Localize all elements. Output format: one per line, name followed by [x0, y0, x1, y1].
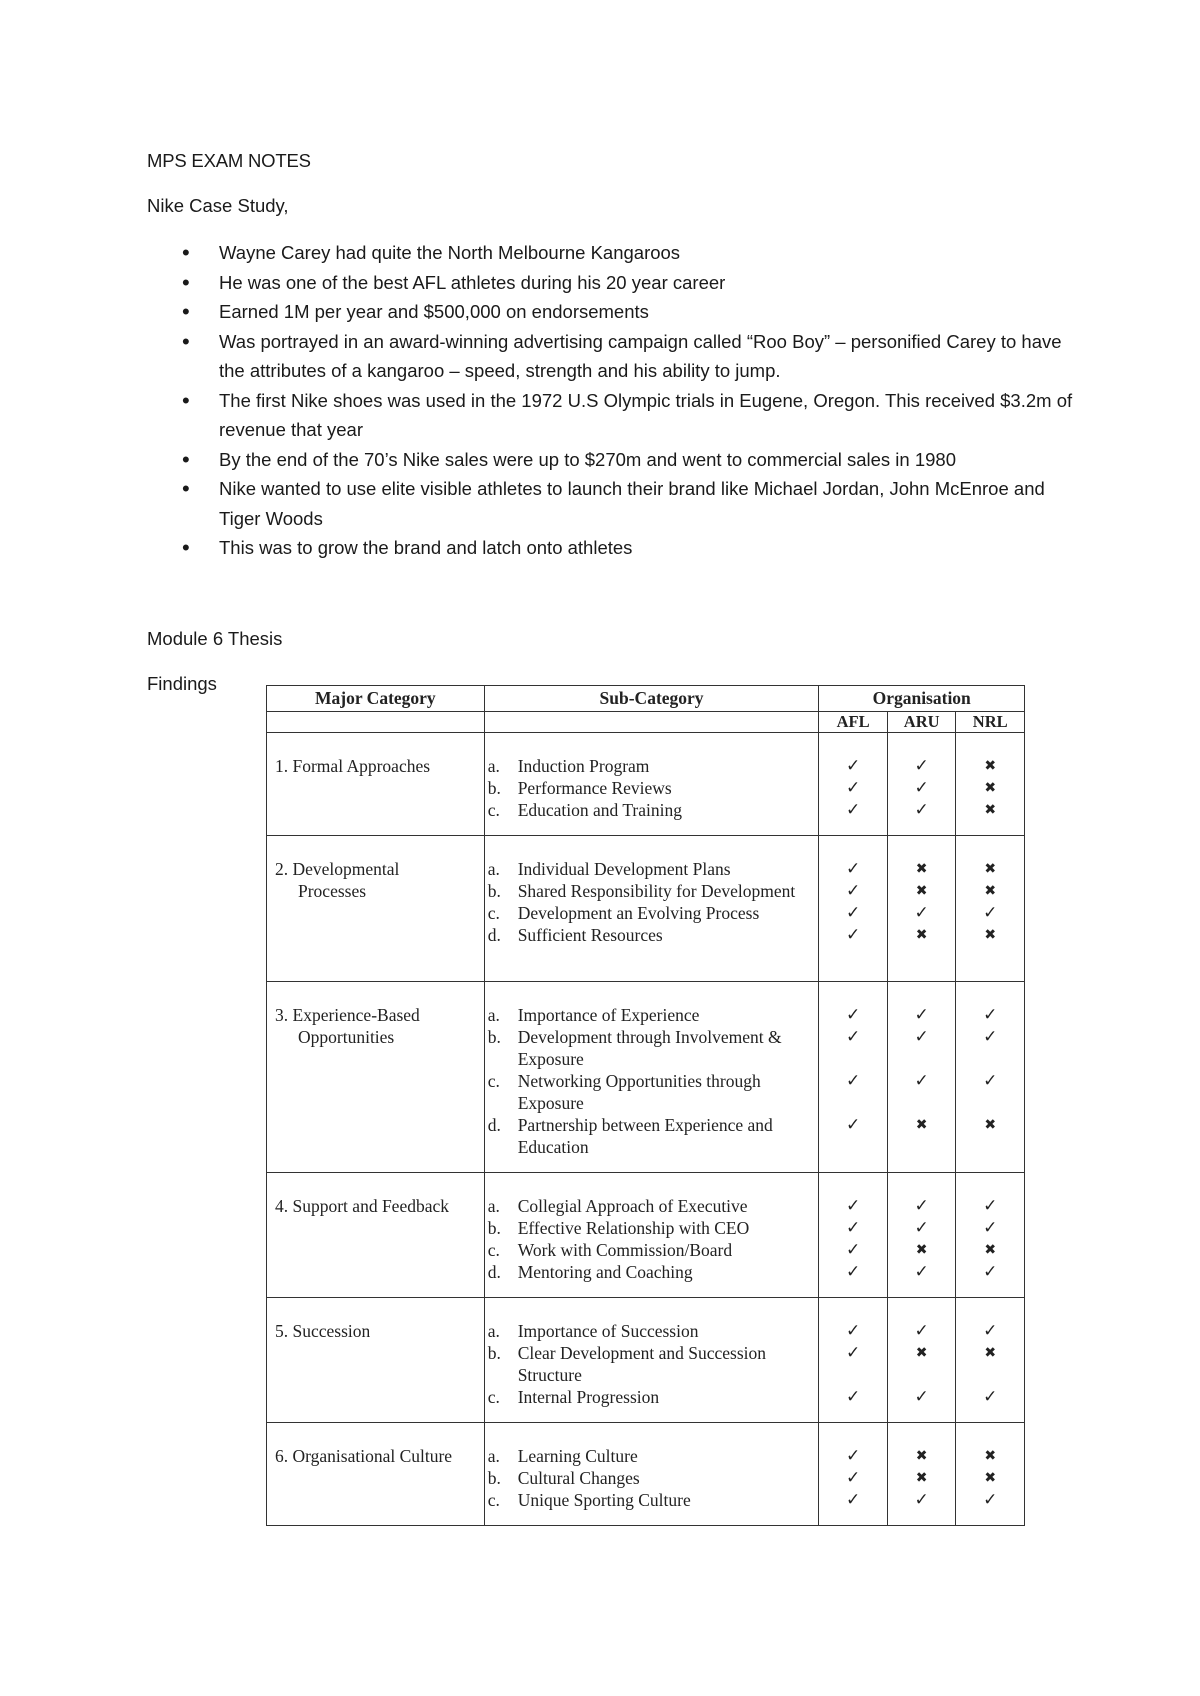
item-letter: c.	[487, 903, 500, 923]
check-icon: ✓	[983, 1027, 998, 1047]
org-mark-cell	[819, 733, 888, 836]
bullet-list	[147, 238, 1087, 563]
list-item	[488, 1445, 815, 1467]
cross-icon: ✖	[984, 1117, 997, 1133]
check-icon: ✓	[983, 1262, 998, 1282]
org-mark-cell	[887, 982, 956, 1173]
cross-icon: ✖	[984, 780, 997, 796]
item-text: Unique Sporting Culture	[517, 1490, 691, 1510]
org-mark-cell	[887, 1423, 956, 1526]
table-row	[267, 836, 1025, 982]
item-letter: c.	[487, 1240, 500, 1260]
org-mark-cell	[956, 733, 1025, 836]
check-icon: ✓	[983, 1490, 998, 1510]
sub-category-cell	[484, 1173, 819, 1298]
org-mark-cell	[887, 733, 956, 836]
org-mark-cell	[819, 836, 888, 982]
org-mark-cell	[819, 1423, 888, 1526]
check-icon: ✓	[846, 1490, 861, 1510]
check-icon: ✓	[846, 903, 861, 923]
list-item: • Wayne Carey had quite the North Melbourne Kangaroos	[147, 238, 1087, 268]
list-item	[488, 1342, 815, 1386]
item-letter: b.	[487, 1468, 501, 1488]
org-mark-cell	[956, 982, 1025, 1173]
item-letter: b.	[487, 1343, 501, 1363]
check-icon: ✓	[846, 1262, 861, 1282]
check-icon: ✓	[846, 1468, 861, 1488]
cross-icon: ✖	[915, 1117, 928, 1133]
check-icon: ✓	[846, 1027, 861, 1047]
check-icon: ✓	[846, 1446, 861, 1466]
list-item	[488, 755, 815, 777]
cross-icon: ✖	[915, 883, 928, 899]
item-letter: a.	[487, 1446, 500, 1466]
check-icon: ✓	[914, 1071, 929, 1091]
check-icon: ✓	[846, 756, 861, 776]
list-item	[488, 858, 815, 880]
list-item	[488, 1467, 815, 1489]
sub-category-cell	[484, 1423, 819, 1526]
check-icon: ✓	[983, 1071, 998, 1091]
list-item: • Nike wanted to use elite visible athletes to launch their brand like Michael Jordan, John McEnroe and Tiger Woods	[147, 474, 1087, 533]
findings-table	[266, 685, 1025, 1526]
cross-icon: ✖	[984, 802, 997, 818]
item-text: Individual Development Plans	[517, 859, 731, 879]
case-study-heading: Nike Case Study,	[147, 195, 289, 216]
check-icon: ✓	[914, 1218, 929, 1238]
check-icon: ✓	[846, 1218, 861, 1238]
check-icon: ✓	[914, 903, 929, 923]
table-row	[267, 982, 1025, 1173]
cross-icon: ✖	[984, 861, 997, 877]
org-mark-cell	[956, 836, 1025, 982]
org-afl-header: AFL	[819, 712, 888, 733]
check-icon: ✓	[983, 1387, 998, 1407]
table-row	[267, 1423, 1025, 1526]
list-item	[488, 1114, 815, 1158]
list-item: • Was portrayed in an award-winning advertising campaign called “Roo Boy” – personified Carey to have the attributes of a kangaroo – speed, strength and his ability to jump.	[147, 327, 1087, 386]
document-title: MPS EXAM NOTES	[147, 150, 311, 171]
list-item	[488, 902, 815, 924]
check-icon: ✓	[983, 1321, 998, 1341]
item-text: Partnership between Experience and Education	[517, 1115, 773, 1157]
check-icon: ✓	[983, 903, 998, 923]
cross-icon: ✖	[915, 861, 928, 877]
list-item: • He was one of the best AFL athletes during his 20 year career	[147, 268, 1087, 298]
cross-icon: ✖	[915, 1470, 928, 1486]
major-category-cell	[267, 1298, 485, 1423]
list-item	[488, 777, 815, 799]
sub-category-cell	[484, 982, 819, 1173]
category-label: 6. Organisational Culture	[275, 1446, 453, 1466]
item-text: Shared Responsibility for Development	[517, 881, 796, 901]
check-icon: ✓	[846, 1387, 861, 1407]
item-letter: b.	[487, 881, 501, 901]
list-item	[488, 1239, 815, 1261]
category-label: 1. Formal Approaches	[275, 756, 431, 776]
check-icon: ✓	[846, 1115, 861, 1135]
item-text: Clear Development and Succession Structure	[517, 1343, 767, 1385]
organisation-header: Organisation	[819, 686, 1025, 712]
check-icon: ✓	[914, 800, 929, 820]
check-icon: ✓	[846, 1196, 861, 1216]
check-icon: ✓	[914, 1387, 929, 1407]
check-icon: ✓	[914, 1005, 929, 1025]
item-text: Work with Commission/Board	[517, 1240, 733, 1260]
org-mark-cell	[956, 1423, 1025, 1526]
category-label: Opportunities	[298, 1027, 395, 1047]
cross-icon: ✖	[915, 1448, 928, 1464]
major-category-cell	[267, 1173, 485, 1298]
cross-icon: ✖	[915, 1242, 928, 1258]
check-icon: ✓	[914, 1027, 929, 1047]
list-item	[488, 1004, 815, 1026]
check-icon: ✓	[914, 756, 929, 776]
list-item	[488, 1489, 815, 1511]
item-text: Mentoring and Coaching	[517, 1262, 693, 1282]
major-category-cell	[267, 836, 485, 982]
cross-icon: ✖	[984, 758, 997, 774]
org-mark-cell	[956, 1173, 1025, 1298]
list-item	[488, 924, 815, 946]
item-text: Collegial Approach of Executive	[517, 1196, 748, 1216]
category-label: 5. Succession	[275, 1321, 371, 1341]
item-letter: a.	[487, 1196, 500, 1216]
table-body	[267, 733, 1025, 1526]
item-letter: d.	[487, 925, 501, 945]
list-item	[488, 1026, 815, 1070]
org-aru-header: ARU	[887, 712, 956, 733]
item-letter: a.	[487, 1005, 500, 1025]
item-text: Development through Involvement & Exposure	[517, 1027, 782, 1069]
cross-icon: ✖	[984, 1242, 997, 1258]
item-text: Networking Opportunities through Exposure	[517, 1071, 761, 1113]
table-row	[267, 1173, 1025, 1298]
module-heading: Module 6 Thesis	[147, 628, 283, 649]
list-item	[488, 1070, 815, 1114]
cross-icon: ✖	[984, 1448, 997, 1464]
item-text: Sufficient Resources	[517, 925, 663, 945]
category-label: 2. Developmental	[275, 859, 400, 879]
item-text: Learning Culture	[517, 1446, 638, 1466]
list-item	[488, 1386, 815, 1408]
major-category-cell	[267, 733, 485, 836]
cross-icon: ✖	[915, 927, 928, 943]
item-text: Effective Relationship with CEO	[517, 1218, 750, 1238]
list-item	[488, 880, 815, 902]
sub-category-cell	[484, 733, 819, 836]
check-icon: ✓	[983, 1196, 998, 1216]
list-item	[488, 799, 815, 821]
org-mark-cell	[887, 836, 956, 982]
item-letter: c.	[487, 800, 500, 820]
list-item: • By the end of the 70’s Nike sales were up to $270m and went to commercial sales in 1980	[147, 445, 1087, 475]
item-text: Education and Training	[517, 800, 682, 820]
cross-icon: ✖	[984, 1470, 997, 1486]
check-icon: ✓	[914, 778, 929, 798]
item-letter: a.	[487, 1321, 500, 1341]
sub-category-header: Sub-Category	[484, 686, 819, 712]
item-text: Performance Reviews	[517, 778, 672, 798]
major-category-cell	[267, 1423, 485, 1526]
cross-icon: ✖	[915, 1345, 928, 1361]
major-category-cell	[267, 982, 485, 1173]
item-letter: a.	[487, 859, 500, 879]
item-letter: c.	[487, 1387, 500, 1407]
major-category-header: Major Category	[267, 686, 485, 712]
check-icon: ✓	[846, 1240, 861, 1260]
list-item: • The first Nike shoes was used in the 1972 U.S Olympic trials in Eugene, Oregon. This received $3.2m of revenue that year	[147, 386, 1087, 445]
list-item: • Earned 1M per year and $500,000 on endorsements	[147, 297, 1087, 327]
item-letter: a.	[487, 756, 500, 776]
sub-category-cell	[484, 836, 819, 982]
item-text: Induction Program	[517, 756, 650, 776]
list-item	[488, 1195, 815, 1217]
check-icon: ✓	[846, 1005, 861, 1025]
org-mark-cell	[956, 1298, 1025, 1423]
item-text: Importance of Experience	[517, 1005, 700, 1025]
cross-icon: ✖	[984, 883, 997, 899]
org-mark-cell	[819, 1173, 888, 1298]
item-letter: b.	[487, 1218, 501, 1238]
check-icon: ✓	[846, 925, 861, 945]
check-icon: ✓	[914, 1321, 929, 1341]
item-text: Internal Progression	[517, 1387, 660, 1407]
findings-heading: Findings	[147, 673, 217, 694]
category-label: 4. Support and Feedback	[275, 1196, 449, 1216]
org-mark-cell	[887, 1173, 956, 1298]
item-letter: b.	[487, 778, 501, 798]
cross-icon: ✖	[984, 927, 997, 943]
org-mark-cell	[819, 982, 888, 1173]
org-nrl-header: NRL	[956, 712, 1025, 733]
item-letter: c.	[487, 1071, 500, 1091]
check-icon: ✓	[914, 1490, 929, 1510]
org-mark-cell	[819, 1298, 888, 1423]
item-text: Development an Evolving Process	[517, 903, 760, 923]
item-text: Importance of Succession	[517, 1321, 699, 1341]
sub-category-cell	[484, 1298, 819, 1423]
check-icon: ✓	[846, 1071, 861, 1091]
list-item	[488, 1261, 815, 1283]
list-item	[488, 1320, 815, 1342]
check-icon: ✓	[846, 1343, 861, 1363]
check-icon: ✓	[914, 1262, 929, 1282]
table-row	[267, 1298, 1025, 1423]
item-text: Cultural Changes	[517, 1468, 640, 1488]
check-icon: ✓	[846, 881, 861, 901]
item-letter: d.	[487, 1115, 501, 1135]
list-item: • This was to grow the brand and latch onto athletes	[147, 533, 1087, 563]
check-icon: ✓	[846, 778, 861, 798]
org-mark-cell	[887, 1298, 956, 1423]
table-row	[267, 733, 1025, 836]
item-letter: b.	[487, 1027, 501, 1047]
cross-icon: ✖	[984, 1345, 997, 1361]
category-label: 3. Experience-Based	[275, 1005, 420, 1025]
list-item	[488, 1217, 815, 1239]
check-icon: ✓	[846, 859, 861, 879]
check-icon: ✓	[846, 800, 861, 820]
check-icon: ✓	[983, 1218, 998, 1238]
check-icon: ✓	[983, 1005, 998, 1025]
item-letter: c.	[487, 1490, 500, 1510]
blank-cell	[267, 712, 485, 733]
category-label: Processes	[298, 881, 367, 901]
check-icon: ✓	[846, 1321, 861, 1341]
check-icon: ✓	[914, 1196, 929, 1216]
item-letter: d.	[487, 1262, 501, 1282]
blank-cell	[484, 712, 819, 733]
